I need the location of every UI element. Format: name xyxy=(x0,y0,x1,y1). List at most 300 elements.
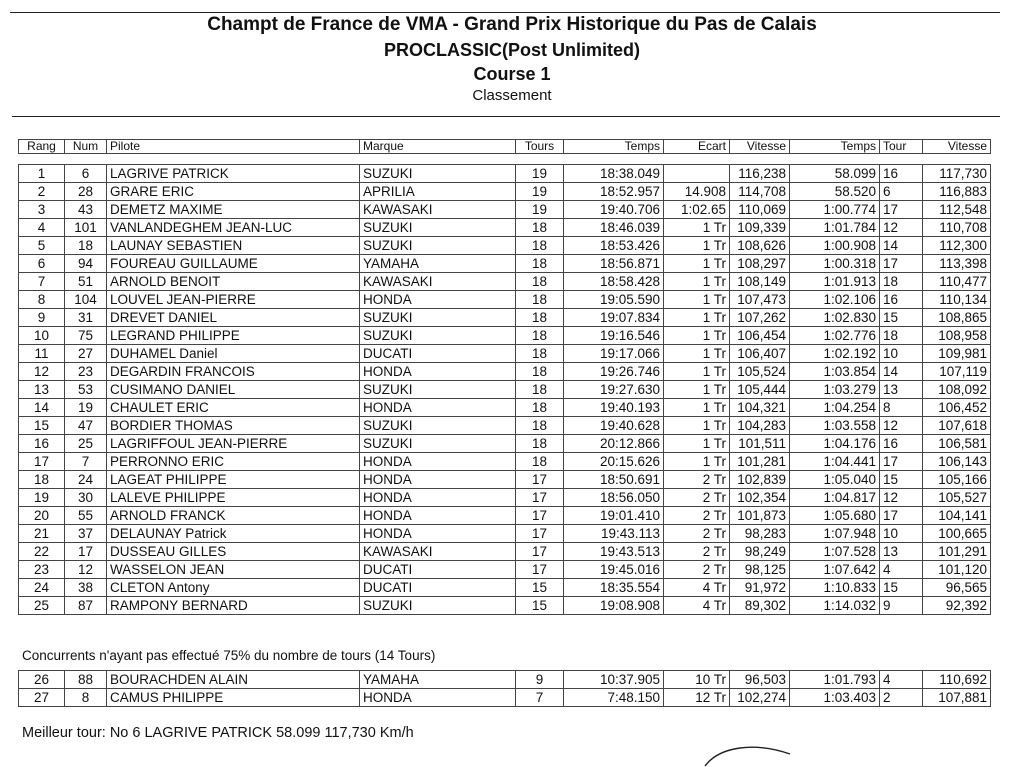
cell-ecart: 1 Tr xyxy=(664,237,730,255)
cell-num: 8 xyxy=(65,689,107,707)
cell-best-tour: 13 xyxy=(880,381,923,399)
cell-temps: 18:52.957 xyxy=(564,183,664,201)
cell-vitesse: 106,454 xyxy=(730,327,790,345)
cell-best-temps: 1:03.279 xyxy=(790,381,880,399)
cell-marque: DUCATI xyxy=(360,345,516,363)
cell-ecart: 2 Tr xyxy=(664,525,730,543)
cell-temps: 19:26.746 xyxy=(564,363,664,381)
cell-num: 55 xyxy=(65,507,107,525)
cell-temps: 18:50.691 xyxy=(564,471,664,489)
cell-ecart: 1 Tr xyxy=(664,435,730,453)
cell-best-temps: 1:07.528 xyxy=(790,543,880,561)
table-row xyxy=(19,327,991,345)
table-row xyxy=(19,507,991,525)
col-header-pilote: Pilote xyxy=(107,140,360,154)
cell-best-tour: 13 xyxy=(880,543,923,561)
cell-temps: 18:38.049 xyxy=(564,165,664,183)
cell-temps: 19:43.513 xyxy=(564,543,664,561)
cell-pilote: BOURACHDEN ALAIN xyxy=(107,671,360,689)
cell-rang: 10 xyxy=(19,327,65,345)
cell-best-temps: 1:05.040 xyxy=(790,471,880,489)
cell-temps: 18:53.426 xyxy=(564,237,664,255)
cell-rang: 11 xyxy=(19,345,65,363)
cell-best-tour: 17 xyxy=(880,453,923,471)
header-row xyxy=(19,140,991,154)
col-header-best-tour: Tour xyxy=(880,140,923,154)
cell-vitesse: 107,262 xyxy=(730,309,790,327)
cell-ecart: 4 Tr xyxy=(664,597,730,615)
cell-marque: HONDA xyxy=(360,291,516,309)
cell-tours: 7 xyxy=(516,689,564,707)
cell-marque: HONDA xyxy=(360,453,516,471)
cell-best-vitesse: 110,692 xyxy=(923,671,991,689)
cell-marque: SUZUKI xyxy=(360,219,516,237)
cell-best-temps: 1:03.558 xyxy=(790,417,880,435)
cell-best-temps: 1:00.318 xyxy=(790,255,880,273)
cell-pilote: DUSSEAU GILLES xyxy=(107,543,360,561)
cell-temps: 7:48.150 xyxy=(564,689,664,707)
cell-vitesse: 104,321 xyxy=(730,399,790,417)
cell-marque: HONDA xyxy=(360,399,516,417)
cell-best-vitesse: 107,881 xyxy=(923,689,991,707)
cell-temps: 20:12.866 xyxy=(564,435,664,453)
cell-vitesse: 106,407 xyxy=(730,345,790,363)
cell-best-vitesse: 107,119 xyxy=(923,363,991,381)
cell-best-temps: 1:01.793 xyxy=(790,671,880,689)
cell-best-tour: 17 xyxy=(880,507,923,525)
cell-ecart: 1 Tr xyxy=(664,255,730,273)
cell-vitesse: 98,249 xyxy=(730,543,790,561)
cell-rang: 26 xyxy=(19,671,65,689)
cell-marque: HONDA xyxy=(360,489,516,507)
cell-tours: 18 xyxy=(516,255,564,273)
cell-rang: 23 xyxy=(19,561,65,579)
cell-best-temps: 1:10.833 xyxy=(790,579,880,597)
cell-vitesse: 104,283 xyxy=(730,417,790,435)
cell-rang: 6 xyxy=(19,255,65,273)
cell-num: 101 xyxy=(65,219,107,237)
cell-best-vitesse: 113,398 xyxy=(923,255,991,273)
cell-num: 24 xyxy=(65,471,107,489)
cell-best-tour: 14 xyxy=(880,237,923,255)
cell-pilote: BORDIER THOMAS xyxy=(107,417,360,435)
cell-pilote: WASSELON JEAN xyxy=(107,561,360,579)
cell-rang: 27 xyxy=(19,689,65,707)
cell-temps: 19:17.066 xyxy=(564,345,664,363)
cell-vitesse: 108,149 xyxy=(730,273,790,291)
table-row xyxy=(19,237,991,255)
table-row xyxy=(19,273,991,291)
cell-ecart: 2 Tr xyxy=(664,471,730,489)
cell-best-tour: 8 xyxy=(880,399,923,417)
cell-ecart: 2 Tr xyxy=(664,507,730,525)
cell-best-vitesse: 105,527 xyxy=(923,489,991,507)
cell-temps: 19:45.016 xyxy=(564,561,664,579)
cell-num: 75 xyxy=(65,327,107,345)
cell-vitesse: 105,524 xyxy=(730,363,790,381)
cell-best-tour: 2 xyxy=(880,689,923,707)
cell-num: 47 xyxy=(65,417,107,435)
cell-best-tour: 18 xyxy=(880,273,923,291)
cell-best-vitesse: 110,477 xyxy=(923,273,991,291)
cell-best-vitesse: 106,581 xyxy=(923,435,991,453)
cell-best-temps: 1:03.403 xyxy=(790,689,880,707)
cell-temps: 18:35.554 xyxy=(564,579,664,597)
table-row xyxy=(19,543,991,561)
table-row xyxy=(19,201,991,219)
cell-best-vitesse: 110,708 xyxy=(923,219,991,237)
cell-ecart xyxy=(664,165,730,183)
cell-num: 25 xyxy=(65,435,107,453)
cell-best-vitesse: 117,730 xyxy=(923,165,991,183)
cell-ecart: 1 Tr xyxy=(664,417,730,435)
col-header-temps: Temps xyxy=(564,140,664,154)
cell-vitesse: 108,297 xyxy=(730,255,790,273)
cell-marque: KAWASAKI xyxy=(360,273,516,291)
table-row xyxy=(19,417,991,435)
cell-num: 31 xyxy=(65,309,107,327)
cell-ecart: 1 Tr xyxy=(664,309,730,327)
cell-ecart: 1 Tr xyxy=(664,381,730,399)
cell-best-tour: 15 xyxy=(880,309,923,327)
cell-pilote: LOUVEL JEAN-PIERRE xyxy=(107,291,360,309)
cell-marque: SUZUKI xyxy=(360,237,516,255)
cell-pilote: VANLANDEGHEM JEAN-LUC xyxy=(107,219,360,237)
table-row xyxy=(19,399,991,417)
cell-temps: 10:37.905 xyxy=(564,671,664,689)
cell-best-vitesse: 108,092 xyxy=(923,381,991,399)
cell-pilote: DEGARDIN FRANCOIS xyxy=(107,363,360,381)
cell-pilote: LAGRIVE PATRICK xyxy=(107,165,360,183)
cell-vitesse: 109,339 xyxy=(730,219,790,237)
cell-rang: 21 xyxy=(19,525,65,543)
col-header-ecart: Ecart xyxy=(664,140,730,154)
table-row xyxy=(19,689,991,707)
cell-marque: APRILIA xyxy=(360,183,516,201)
cell-temps: 19:05.590 xyxy=(564,291,664,309)
incomplete-results-table xyxy=(18,670,991,707)
cell-best-tour: 12 xyxy=(880,219,923,237)
cell-temps: 19:40.193 xyxy=(564,399,664,417)
cell-pilote: GRARE ERIC xyxy=(107,183,360,201)
cell-ecart: 14.908 xyxy=(664,183,730,201)
cell-rang: 3 xyxy=(19,201,65,219)
cell-tours: 17 xyxy=(516,471,564,489)
cell-best-temps: 1:02.192 xyxy=(790,345,880,363)
cell-temps: 19:40.628 xyxy=(564,417,664,435)
cell-rang: 17 xyxy=(19,453,65,471)
best-lap-line: Meilleur tour: No 6 LAGRIVE PATRICK 58.099 117,730 Km/h xyxy=(22,725,414,741)
cell-pilote: LAUNAY SEBASTIEN xyxy=(107,237,360,255)
cell-best-vitesse: 110,134 xyxy=(923,291,991,309)
table-row xyxy=(19,345,991,363)
cell-marque: DUCATI xyxy=(360,579,516,597)
table-row xyxy=(19,489,991,507)
cell-num: 12 xyxy=(65,561,107,579)
cell-best-temps: 1:02.776 xyxy=(790,327,880,345)
signature-mark xyxy=(700,740,810,767)
table-row xyxy=(19,597,991,615)
cell-num: 94 xyxy=(65,255,107,273)
cell-best-vitesse: 92,392 xyxy=(923,597,991,615)
col-header-tours: Tours xyxy=(516,140,564,154)
cell-best-tour: 17 xyxy=(880,255,923,273)
table-row xyxy=(19,255,991,273)
cell-marque: SUZUKI xyxy=(360,327,516,345)
cell-marque: SUZUKI xyxy=(360,165,516,183)
cell-temps: 18:56.050 xyxy=(564,489,664,507)
cell-marque: SUZUKI xyxy=(360,309,516,327)
cell-marque: SUZUKI xyxy=(360,381,516,399)
cell-tours: 15 xyxy=(516,579,564,597)
cell-best-vitesse: 96,565 xyxy=(923,579,991,597)
cell-best-temps: 1:04.176 xyxy=(790,435,880,453)
cell-ecart: 10 Tr xyxy=(664,671,730,689)
cell-num: 88 xyxy=(65,671,107,689)
cell-rang: 18 xyxy=(19,471,65,489)
cell-pilote: PERRONNO ERIC xyxy=(107,453,360,471)
cell-best-tour: 16 xyxy=(880,291,923,309)
cell-ecart: 12 Tr xyxy=(664,689,730,707)
cell-temps: 19:08.908 xyxy=(564,597,664,615)
cell-vitesse: 102,354 xyxy=(730,489,790,507)
table-row xyxy=(19,381,991,399)
cell-best-tour: 14 xyxy=(880,363,923,381)
cell-pilote: LEGRAND PHILIPPE xyxy=(107,327,360,345)
cell-ecart: 2 Tr xyxy=(664,543,730,561)
cell-best-temps: 1:02.830 xyxy=(790,309,880,327)
cell-tours: 18 xyxy=(516,399,564,417)
cell-ecart: 1 Tr xyxy=(664,291,730,309)
cell-best-vitesse: 105,166 xyxy=(923,471,991,489)
table-row xyxy=(19,435,991,453)
cell-best-tour: 15 xyxy=(880,579,923,597)
cell-best-temps: 1:00.908 xyxy=(790,237,880,255)
cell-rang: 4 xyxy=(19,219,65,237)
cell-tours: 18 xyxy=(516,453,564,471)
cell-tours: 17 xyxy=(516,561,564,579)
cell-rang: 12 xyxy=(19,363,65,381)
col-header-marque: Marque xyxy=(360,140,516,154)
cell-ecart: 1 Tr xyxy=(664,219,730,237)
cell-num: 104 xyxy=(65,291,107,309)
cell-tours: 18 xyxy=(516,381,564,399)
cell-pilote: DREVET DANIEL xyxy=(107,309,360,327)
cell-best-tour: 4 xyxy=(880,561,923,579)
table-row xyxy=(19,671,991,689)
cell-best-tour: 10 xyxy=(880,525,923,543)
cell-ecart: 2 Tr xyxy=(664,489,730,507)
cell-best-temps: 58.099 xyxy=(790,165,880,183)
cell-num: 17 xyxy=(65,543,107,561)
cell-ecart: 1 Tr xyxy=(664,399,730,417)
cell-best-tour: 18 xyxy=(880,327,923,345)
cell-marque: SUZUKI xyxy=(360,597,516,615)
cell-tours: 18 xyxy=(516,309,564,327)
cell-temps: 18:46.039 xyxy=(564,219,664,237)
cell-tours: 19 xyxy=(516,183,564,201)
cell-tours: 18 xyxy=(516,417,564,435)
cell-rang: 14 xyxy=(19,399,65,417)
cell-num: 28 xyxy=(65,183,107,201)
cell-best-temps: 1:04.817 xyxy=(790,489,880,507)
cell-pilote: FOUREAU GUILLAUME xyxy=(107,255,360,273)
cell-tours: 15 xyxy=(516,597,564,615)
cell-best-tour: 12 xyxy=(880,417,923,435)
table-row xyxy=(19,165,991,183)
cell-temps: 18:58.428 xyxy=(564,273,664,291)
cell-rang: 15 xyxy=(19,417,65,435)
header-divider xyxy=(12,116,1000,117)
incomplete-laps-note: Concurrents n'ayant pas effectué 75% du nombre de tours (14 Tours) xyxy=(22,648,436,663)
race-title: Course 1 xyxy=(473,64,551,84)
championship-title: Champt de France de VMA - Grand Prix Historique du Pas de Calais xyxy=(207,14,817,35)
cell-temps: 19:07.834 xyxy=(564,309,664,327)
cell-best-tour: 16 xyxy=(880,165,923,183)
cell-best-vitesse: 116,883 xyxy=(923,183,991,201)
cell-num: 38 xyxy=(65,579,107,597)
cell-pilote: LALEVE PHILIPPE xyxy=(107,489,360,507)
cell-rang: 7 xyxy=(19,273,65,291)
cell-best-vitesse: 112,300 xyxy=(923,237,991,255)
cell-best-vitesse: 101,120 xyxy=(923,561,991,579)
cell-tours: 18 xyxy=(516,273,564,291)
cell-best-tour: 15 xyxy=(880,471,923,489)
cell-pilote: CHAULET ERIC xyxy=(107,399,360,417)
cell-rang: 22 xyxy=(19,543,65,561)
cell-pilote: LAGRIFFOUL JEAN-PIERRE xyxy=(107,435,360,453)
cell-temps: 19:27.630 xyxy=(564,381,664,399)
results-header xyxy=(18,139,991,154)
cell-best-temps: 1:07.642 xyxy=(790,561,880,579)
cell-vitesse: 105,444 xyxy=(730,381,790,399)
cell-ecart: 4 Tr xyxy=(664,579,730,597)
cell-tours: 18 xyxy=(516,363,564,381)
cell-best-tour: 4 xyxy=(880,671,923,689)
cell-best-temps: 1:14.032 xyxy=(790,597,880,615)
cell-pilote: LAGEAT PHILIPPE xyxy=(107,471,360,489)
cell-temps: 19:43.113 xyxy=(564,525,664,543)
cell-pilote: DEMETZ MAXIME xyxy=(107,201,360,219)
cell-tours: 18 xyxy=(516,291,564,309)
cell-tours: 18 xyxy=(516,435,564,453)
cell-best-vitesse: 107,618 xyxy=(923,417,991,435)
cell-best-temps: 1:00.774 xyxy=(790,201,880,219)
cell-best-vitesse: 100,665 xyxy=(923,525,991,543)
cell-temps: 18:56.871 xyxy=(564,255,664,273)
table-row xyxy=(19,291,991,309)
cell-best-temps: 1:03.854 xyxy=(790,363,880,381)
cell-num: 18 xyxy=(65,237,107,255)
cell-rang: 13 xyxy=(19,381,65,399)
cell-pilote: ARNOLD FRANCK xyxy=(107,507,360,525)
cell-tours: 18 xyxy=(516,219,564,237)
cell-temps: 20:15.626 xyxy=(564,453,664,471)
cell-tours: 19 xyxy=(516,201,564,219)
cell-marque: KAWASAKI xyxy=(360,201,516,219)
cell-best-vitesse: 108,865 xyxy=(923,309,991,327)
cell-marque: DUCATI xyxy=(360,561,516,579)
cell-ecart: 1 Tr xyxy=(664,327,730,345)
cell-num: 43 xyxy=(65,201,107,219)
cell-best-tour: 12 xyxy=(880,489,923,507)
table-row xyxy=(19,219,991,237)
cell-pilote: DELAUNAY Patrick xyxy=(107,525,360,543)
cell-marque: SUZUKI xyxy=(360,435,516,453)
cell-marque: KAWASAKI xyxy=(360,543,516,561)
cell-best-tour: 9 xyxy=(880,597,923,615)
cell-vitesse: 110,069 xyxy=(730,201,790,219)
cell-best-tour: 17 xyxy=(880,201,923,219)
cell-rang: 24 xyxy=(19,579,65,597)
cell-ecart: 2 Tr xyxy=(664,561,730,579)
cell-ecart: 1 Tr xyxy=(664,345,730,363)
cell-rang: 1 xyxy=(19,165,65,183)
cell-pilote: ARNOLD BENOIT xyxy=(107,273,360,291)
results-table xyxy=(18,164,991,615)
cell-num: 53 xyxy=(65,381,107,399)
cell-vitesse: 91,972 xyxy=(730,579,790,597)
cell-vitesse: 101,511 xyxy=(730,435,790,453)
cell-rang: 20 xyxy=(19,507,65,525)
cell-ecart: 1 Tr xyxy=(664,453,730,471)
cell-tours: 19 xyxy=(516,165,564,183)
table-row xyxy=(19,471,991,489)
cell-num: 51 xyxy=(65,273,107,291)
col-header-best-vitesse: Vitesse xyxy=(923,140,991,154)
cell-vitesse: 107,473 xyxy=(730,291,790,309)
cell-best-vitesse: 106,452 xyxy=(923,399,991,417)
cell-vitesse: 96,503 xyxy=(730,671,790,689)
cell-best-vitesse: 112,548 xyxy=(923,201,991,219)
cell-tours: 18 xyxy=(516,327,564,345)
cell-marque: YAMAHA xyxy=(360,671,516,689)
cell-best-temps: 1:01.913 xyxy=(790,273,880,291)
col-header-num: Num xyxy=(65,140,107,154)
cell-num: 7 xyxy=(65,453,107,471)
cell-rang: 16 xyxy=(19,435,65,453)
cell-num: 30 xyxy=(65,489,107,507)
cell-marque: HONDA xyxy=(360,507,516,525)
table-row xyxy=(19,453,991,471)
cell-best-temps: 1:04.441 xyxy=(790,453,880,471)
cell-rang: 19 xyxy=(19,489,65,507)
cell-vitesse: 108,626 xyxy=(730,237,790,255)
col-header-vitesse: Vitesse xyxy=(730,140,790,154)
cell-best-temps: 58.520 xyxy=(790,183,880,201)
cell-vitesse: 89,302 xyxy=(730,597,790,615)
cell-tours: 17 xyxy=(516,507,564,525)
cell-best-vitesse: 106,143 xyxy=(923,453,991,471)
cell-best-temps: 1:07.948 xyxy=(790,525,880,543)
cell-vitesse: 116,238 xyxy=(730,165,790,183)
cell-pilote: CAMUS PHILIPPE xyxy=(107,689,360,707)
cell-num: 23 xyxy=(65,363,107,381)
cell-tours: 17 xyxy=(516,543,564,561)
cell-best-tour: 16 xyxy=(880,435,923,453)
document-header xyxy=(0,12,1024,106)
col-header-best-temps: Temps xyxy=(790,140,880,154)
cell-tours: 18 xyxy=(516,237,564,255)
cell-num: 27 xyxy=(65,345,107,363)
category-title: PROCLASSIC(Post Unlimited) xyxy=(383,40,640,60)
cell-rang: 8 xyxy=(19,291,65,309)
cell-best-tour: 6 xyxy=(880,183,923,201)
cell-best-tour: 10 xyxy=(880,345,923,363)
cell-ecart: 1:02.65 xyxy=(664,201,730,219)
cell-tours: 17 xyxy=(516,525,564,543)
cell-marque: SUZUKI xyxy=(360,417,516,435)
